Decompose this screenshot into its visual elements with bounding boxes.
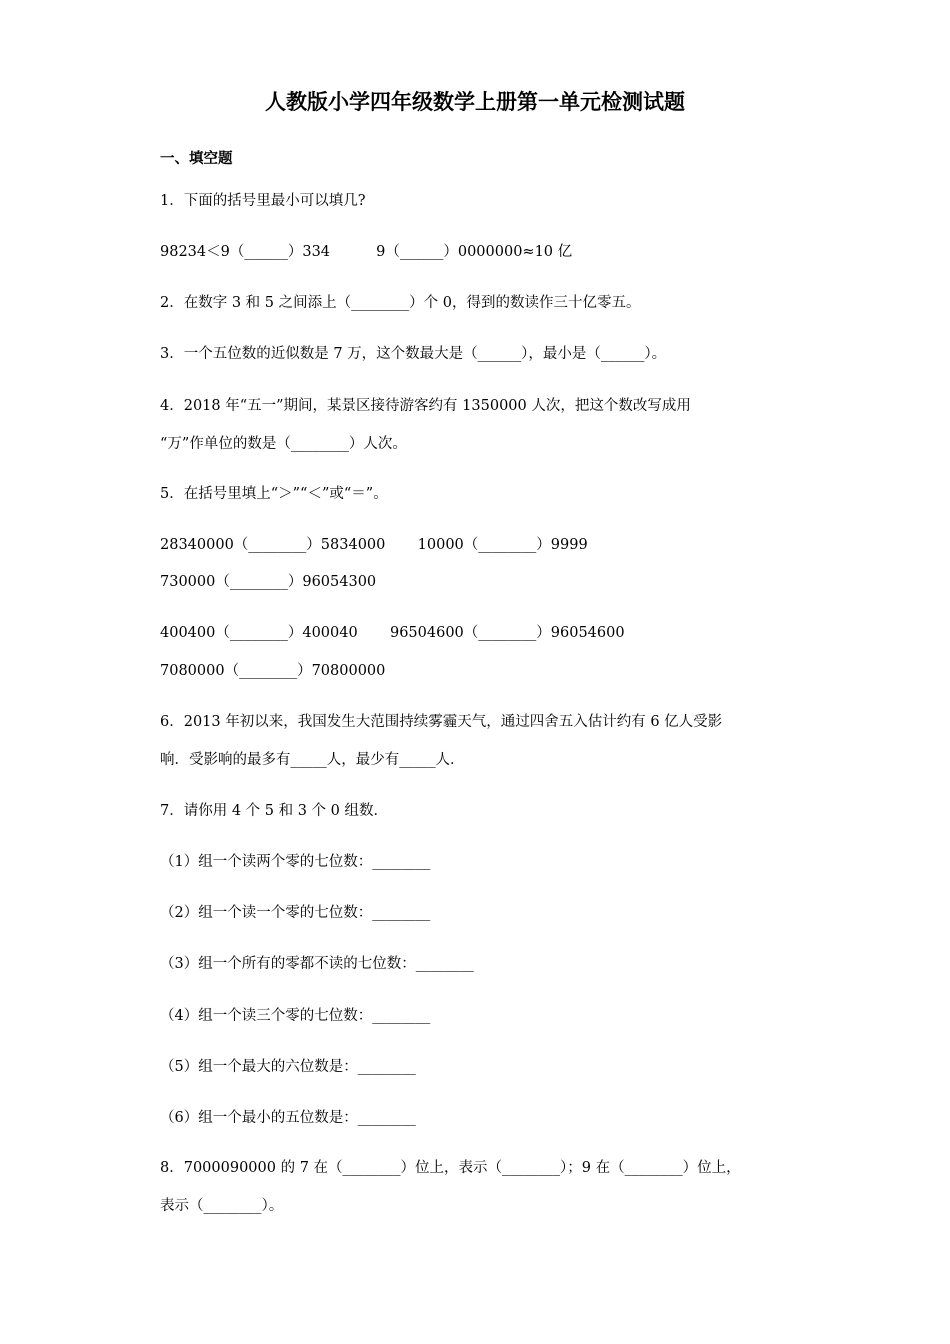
question-5-row-3: 400400（________）400040 96504600（________）96054600 — [160, 625, 625, 641]
question-2-text: 2．在数字 3 和 5 之间添上（________）个 0，得到的数读作三十亿零五。 — [160, 295, 641, 311]
question-4-line-1: 4．2018 年“五一”期间，某景区接待游客约有 1350000 人次，把这个数改写成用 — [160, 398, 691, 414]
question-7-item-6: （6）组一个最小的五位数是：________ — [160, 1110, 416, 1126]
question-7-text: 7．请你用 4 个 5 和 3 个 0 组数． — [160, 803, 388, 819]
question-1-text: 1．下面的括号里最小可以填几? — [160, 193, 366, 209]
question-4-line-2: “万”作单位的数是（________）人次。 — [160, 436, 407, 452]
question-7-item-5: （5）组一个最大的六位数是：________ — [160, 1059, 416, 1075]
question-5-row-4: 7080000（________）70800000 — [160, 663, 386, 679]
question-8-line-2: 表示（________）。 — [160, 1198, 284, 1214]
question-8-line-1: 8．7000090000 的 7 在（________）位上，表示（________）；9 在（________）位上， — [160, 1160, 741, 1176]
question-6-line-1: 6．2013 年初以来，我国发生大范围持续雾霾天气，通过四舍五入估计约有 6 亿人受影 — [160, 714, 723, 730]
question-1-blanks: 98234＜9（______）334 9（______）0000000≈10 亿 — [160, 244, 573, 260]
question-5-row-1: 28340000（________）5834000 10000（________）9999 — [160, 537, 588, 553]
question-5-text: 5．在括号里填上“＞”“＜”或“＝”。 — [160, 486, 388, 502]
page-title: 人教版小学四年级数学上册第一单元检测试题 — [265, 90, 685, 114]
question-3-text: 3．一个五位数的近似数是 7 万，这个数最大是（______），最小是（______）。 — [160, 346, 667, 362]
question-7-item-1: （1）组一个读两个零的七位数：________ — [160, 854, 431, 870]
question-7-item-2: （2）组一个读一个零的七位数：________ — [160, 905, 431, 921]
question-6-line-2: 响．受影响的最多有_____人，最少有_____人． — [160, 752, 465, 768]
question-7-item-3: （3）组一个所有的零都不读的七位数：________ — [160, 956, 474, 972]
section-heading: 一、填空题 — [160, 151, 233, 167]
question-5-row-2: 730000（________）96054300 — [160, 574, 377, 590]
question-7-item-4: （4）组一个读三个零的七位数：________ — [160, 1008, 431, 1024]
